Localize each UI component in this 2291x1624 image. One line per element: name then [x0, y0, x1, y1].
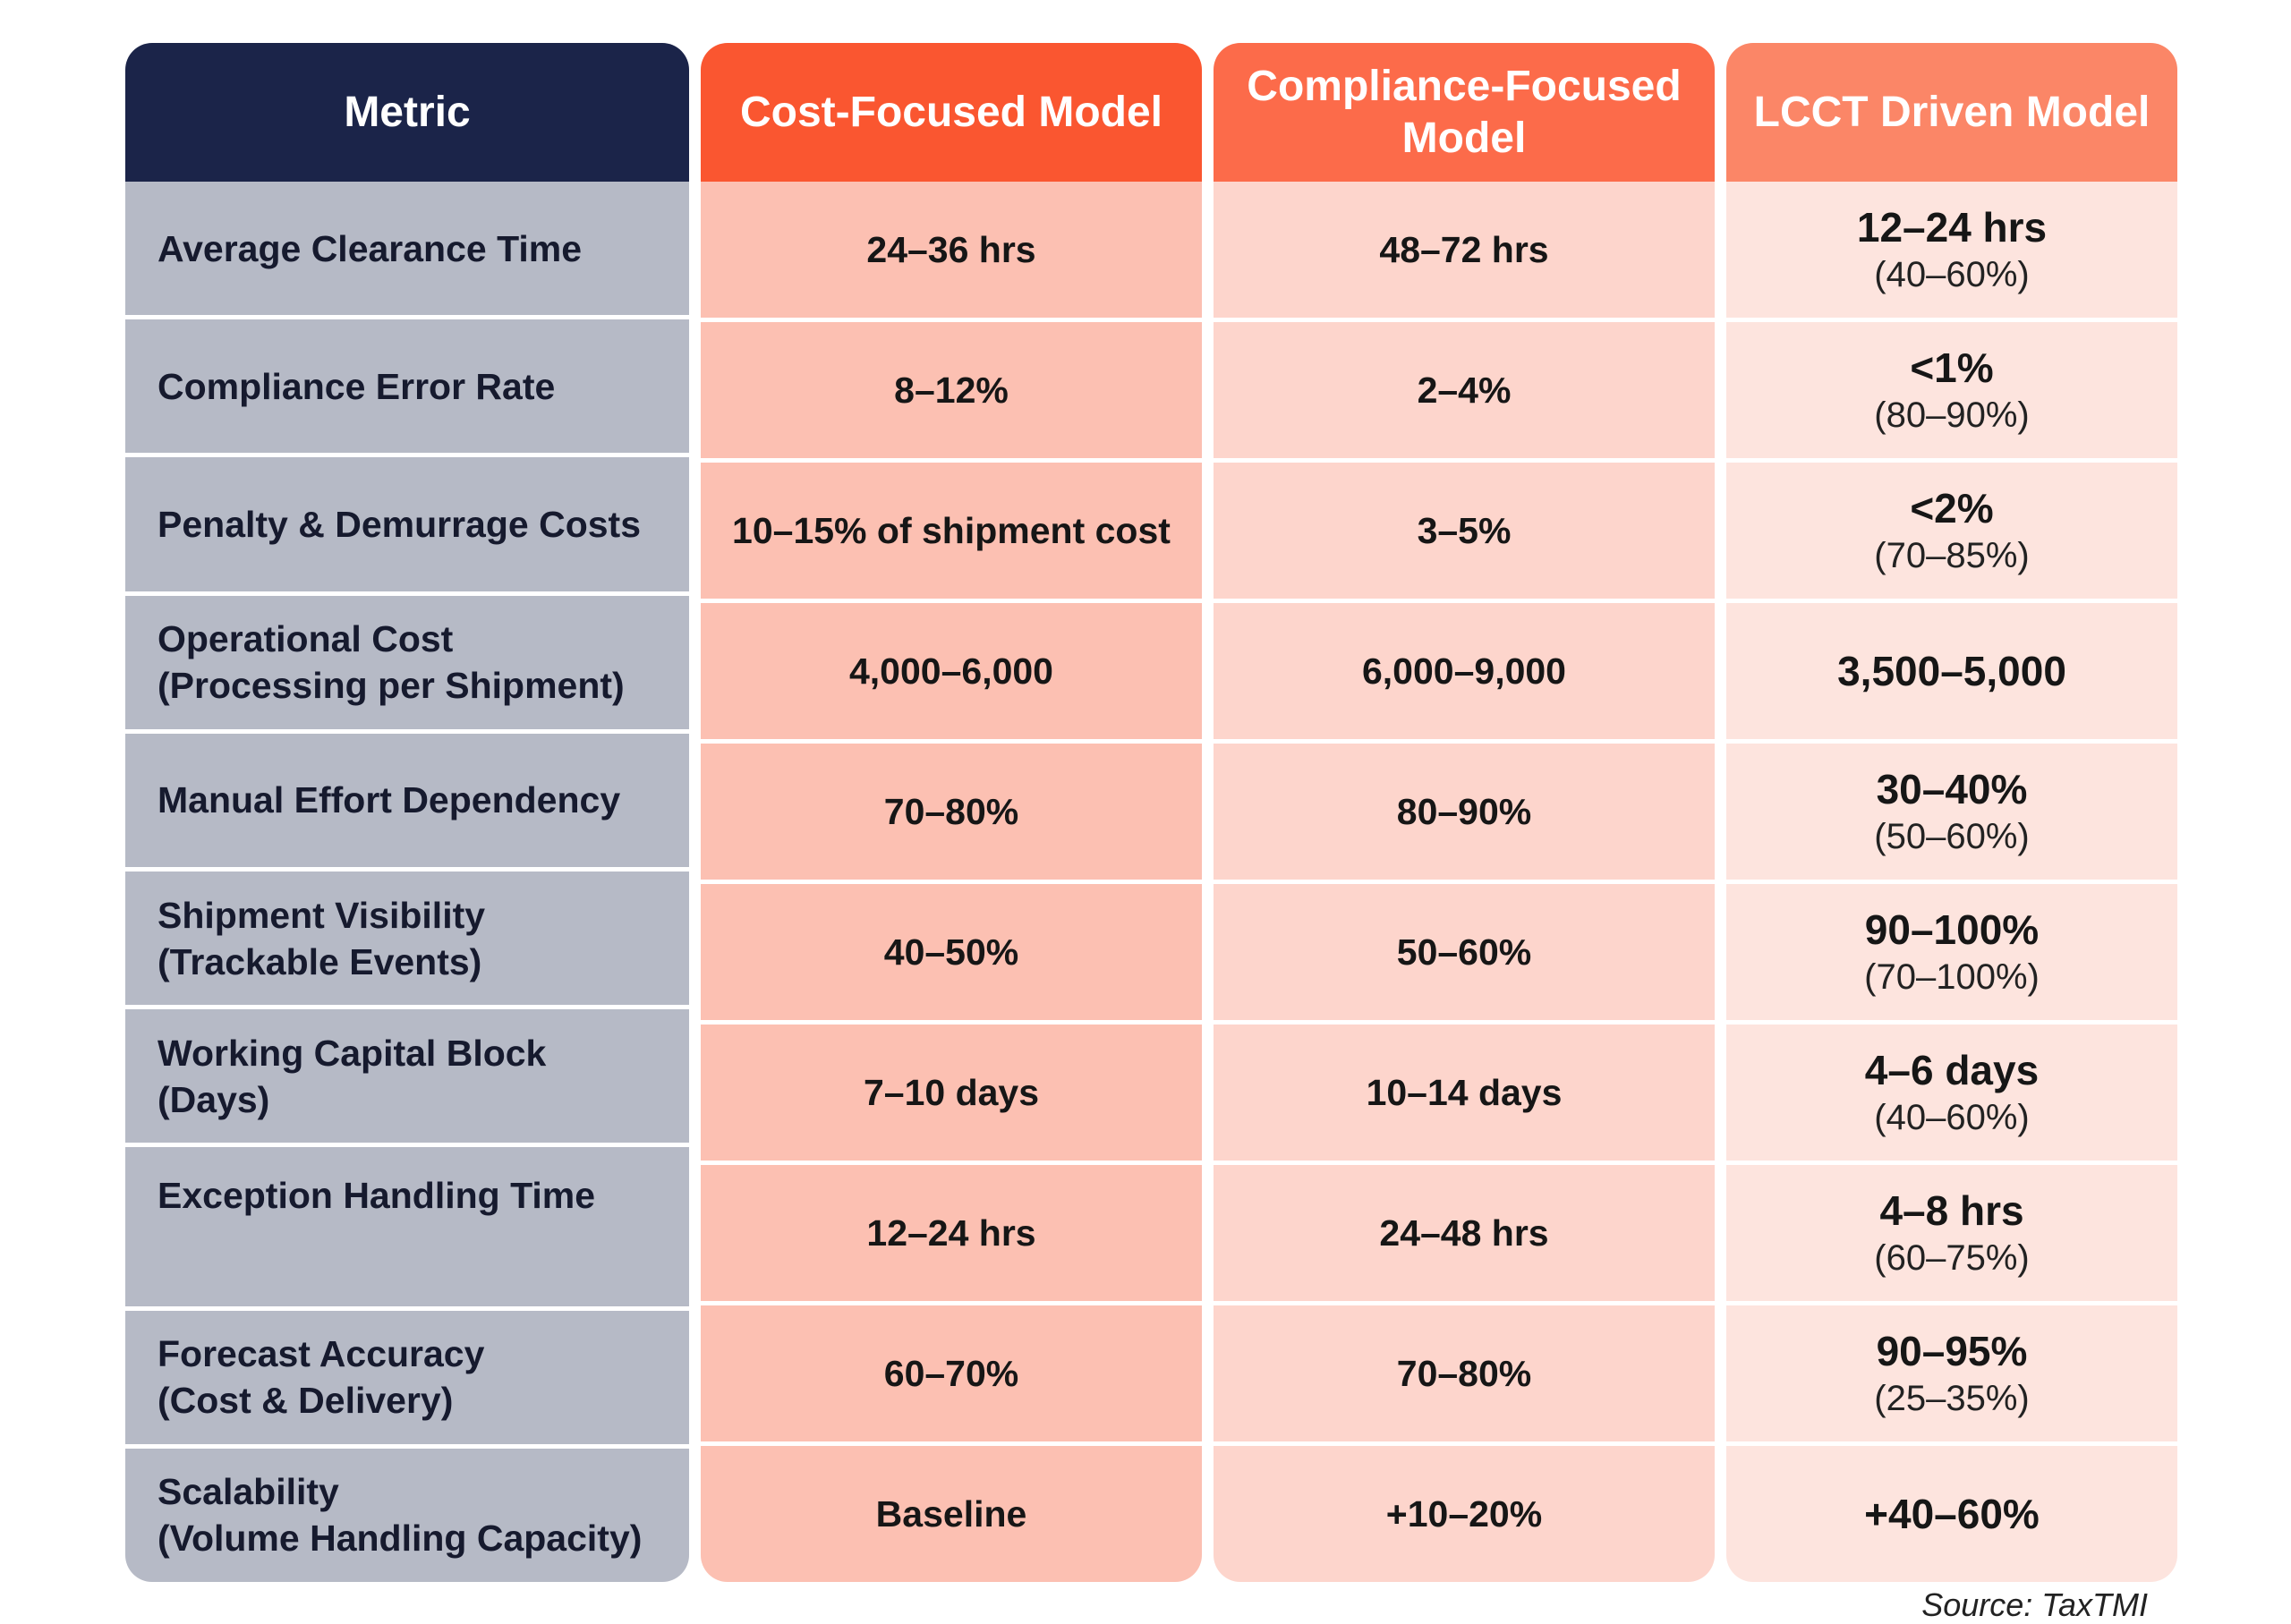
source-caption: Source: TaxTMI	[1921, 1586, 2148, 1623]
metric-cell	[125, 453, 689, 591]
metric-cell	[125, 1306, 689, 1444]
cost-cell	[701, 318, 1202, 458]
lcct-value: 90–100%	[1864, 906, 2040, 953]
compliance-value: 2–4%	[1417, 370, 1512, 411]
lcct-improvement: (25–35%)	[1874, 1379, 2030, 1418]
compliance-value: 6,000–9,000	[1361, 650, 1566, 692]
metric-cell	[125, 591, 689, 729]
compliance-focused-column	[1214, 43, 1715, 1582]
compliance-header-text: Compliance-Focused Model	[1247, 62, 1682, 162]
metric-cell	[125, 315, 689, 453]
lcct-value: 30–40%	[1876, 766, 2028, 812]
lcct-improvement: (70–100%)	[1864, 957, 2040, 997]
metric-cell	[125, 1143, 689, 1305]
lcct-value: 4–6 days	[1864, 1047, 2040, 1093]
lcct-improvement: (40–60%)	[1874, 255, 2030, 294]
cost-focused-cells	[701, 182, 1202, 1582]
compliance-cell	[1214, 1161, 1715, 1301]
cost-value: 4,000–6,000	[848, 650, 1053, 692]
lcct-value: +40–60%	[1864, 1491, 2040, 1537]
metric-label: Forecast Accuracy (Cost & Delivery)	[158, 1333, 485, 1422]
cost-value: 70–80%	[883, 791, 1019, 832]
compliance-value: 48–72 hrs	[1379, 229, 1549, 270]
compliance-cell	[1214, 1301, 1715, 1441]
lcct-improvement: (50–60%)	[1874, 817, 2030, 856]
metric-cell	[125, 867, 689, 1005]
compliance-value: 3–5%	[1417, 510, 1512, 551]
compliance-focused-header	[1214, 43, 1715, 182]
lcct-value: 3,500–5,000	[1837, 648, 2066, 694]
compliance-value: 10–14 days	[1366, 1072, 1563, 1113]
cost-value: 40–50%	[883, 931, 1019, 973]
lcct-driven-cells	[1726, 182, 2177, 1582]
cost-cell	[701, 599, 1202, 739]
compliance-cell	[1214, 182, 1715, 318]
cost-value: Baseline	[875, 1493, 1027, 1535]
lcct-improvement: (60–75%)	[1874, 1238, 2030, 1278]
lcct-cell	[1726, 1161, 2177, 1301]
cost-value: 60–70%	[883, 1353, 1019, 1394]
cost-cell	[701, 1441, 1202, 1582]
lcct-value: <1%	[1910, 344, 1994, 391]
lcct-driven-header: LCCT Driven Model	[1726, 43, 2177, 182]
lcct-cell	[1726, 1441, 2177, 1582]
cost-focused-column	[701, 43, 1202, 1582]
compliance-value: 70–80%	[1396, 1353, 1532, 1394]
compliance-cell	[1214, 739, 1715, 880]
compliance-focused-cells	[1214, 182, 1715, 1582]
cost-cell	[701, 458, 1202, 599]
metric-label: Exception Handling Time	[158, 1175, 596, 1217]
compliance-value: 50–60%	[1396, 931, 1532, 973]
lcct-cell	[1726, 318, 2177, 458]
lcct-cell	[1726, 1020, 2177, 1161]
metric-column	[125, 43, 689, 1582]
cost-focused-header: Cost-Focused Model	[701, 43, 1202, 182]
comparison-table	[125, 43, 2176, 1582]
metric-cell	[125, 1005, 689, 1143]
cost-cell	[701, 182, 1202, 318]
lcct-cell	[1726, 182, 2177, 318]
cost-value: 12–24 hrs	[866, 1212, 1036, 1254]
metric-header: Metric	[125, 43, 689, 182]
compliance-value: 80–90%	[1396, 791, 1532, 832]
lcct-cell	[1726, 599, 2177, 739]
cost-cell	[701, 1020, 1202, 1161]
metric-label: Working Capital Block (Days)	[158, 1032, 547, 1120]
compliance-cell	[1214, 318, 1715, 458]
lcct-driven-column	[1726, 43, 2177, 1582]
cost-cell	[701, 1161, 1202, 1301]
metric-cells	[125, 182, 689, 1582]
metric-cell	[125, 729, 689, 867]
compliance-cell	[1214, 1441, 1715, 1582]
compliance-cell	[1214, 1020, 1715, 1161]
cost-value: 24–36 hrs	[866, 229, 1036, 270]
lcct-cell	[1726, 1301, 2177, 1441]
compliance-cell	[1214, 880, 1715, 1020]
compliance-value: +10–20%	[1385, 1493, 1543, 1535]
compliance-cell	[1214, 458, 1715, 599]
lcct-improvement: (80–90%)	[1874, 395, 2030, 435]
lcct-value: 12–24 hrs	[1856, 204, 2048, 251]
cost-value: 8–12%	[894, 370, 1009, 411]
lcct-improvement: (70–85%)	[1874, 536, 2030, 575]
lcct-value: 4–8 hrs	[1879, 1187, 2024, 1234]
metric-label: Average Clearance Time	[158, 227, 583, 269]
lcct-cell	[1726, 880, 2177, 1020]
lcct-cell	[1726, 458, 2177, 599]
cost-value: 7–10 days	[863, 1072, 1040, 1113]
cost-value: 10–15% of shipment cost	[732, 510, 1171, 551]
metric-label: Penalty & Demurrage Costs	[158, 504, 642, 545]
cost-cell	[701, 880, 1202, 1020]
metric-label: Scalability (Volume Handling Capacity)	[158, 1471, 643, 1560]
lcct-value: <2%	[1910, 485, 1994, 531]
cost-cell	[701, 739, 1202, 880]
metric-label: Operational Cost (Processing per Shipment)	[158, 618, 625, 707]
compliance-cell	[1214, 599, 1715, 739]
metric-cell	[125, 1444, 689, 1582]
lcct-improvement: (40–60%)	[1874, 1098, 2030, 1137]
metric-label: Compliance Error Rate	[158, 365, 556, 407]
lcct-value: 90–95%	[1876, 1328, 2028, 1374]
metric-cell	[125, 182, 689, 315]
lcct-cell	[1726, 739, 2177, 880]
metric-label: Shipment Visibility (Trackable Events)	[158, 894, 486, 982]
compliance-value: 24–48 hrs	[1379, 1212, 1549, 1254]
cost-cell	[701, 1301, 1202, 1441]
metric-label: Manual Effort Dependency	[158, 779, 621, 821]
